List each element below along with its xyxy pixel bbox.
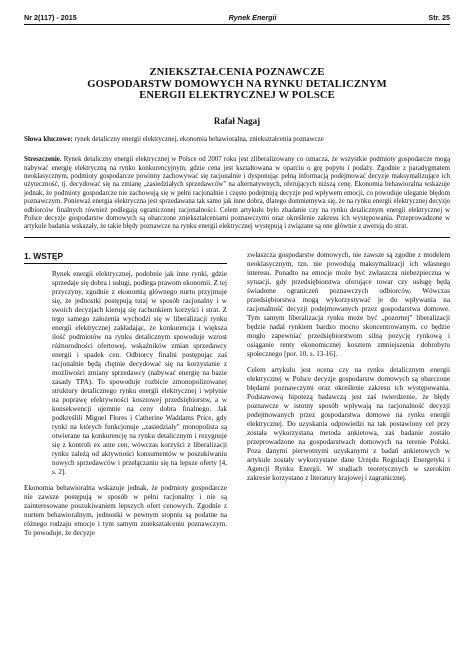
title-line-1: ZNIEKSZTAŁCENIA POZNAWCZE xyxy=(149,67,325,78)
abstract-divider xyxy=(24,237,450,238)
paragraph: Rynek energii elektrycznej, podobnie jak inne rynki, gdzie sprzedaje się dobra i usługi, podlega prawom ekonomii. Z tej przyczyny, zgodnie z ekonomią głównego nurtu przyjmuje się, że jednostki postępują tutaj w sposób racjonalny i w swoich decyzjach kierują się rachunkiem korzyści i strat. Z tego samego założenia wychodzi się w liberalizacji rynku energii elektrycznej zakładając, że konkurencja i większa ilość podmiotów na rynku detalicznym spowoduje wzrost różnorodności ofertowej, wskaźników zmian sprzedawcy energii i spadek cen. Odbiorcy finalni postępując zaś racjonalnie będą chętnie decydować się na korzystanie z możliwości zmiany sprzedawcy (nabywać energię na bazie zasady TPA). To spowoduje rozbicie zmonopolizowanej struktury detalicznego rynku energii elektrycznej i wpłynie na poprawę efektywności kosztowej przedsiębiorstw, a w konsekwencji ujemnie na ceny dobra finalnego. Jak podkreślili Miguel Flores i Catherine Waddams Price, gdy rynki na których funkcjonuje „zasiedziały" monopolista są otwierane na konkurencję na rynku detalicznym i rezygnuje się z kontroli ex ante cen, wówczas korzyści z liberalizacji rynku zależą od aktywności konsumentów w poszukiwaniu nowych sprzedawców i przełączaniu się na lepsze oferty [4, s. 2]. xyxy=(52,269,227,476)
paper-title xyxy=(24,67,450,102)
keywords-text: rynek detaliczny energii elektrycznej, ekonomia behawioralna, zniekształcenia poznawcze xyxy=(74,135,324,143)
left-column xyxy=(24,251,227,538)
keywords xyxy=(24,136,450,144)
right-column xyxy=(247,251,450,538)
issue-number: Nr 2(117) - 2015 xyxy=(24,13,77,22)
running-header xyxy=(24,0,450,25)
paragraph: zwłaszcza gospodarstw domowych, nie zawsze są zgodne z modelem neoklasycznym, tzn. nie powodują maksymalizacji ich własnego interesu. Ponadto na emocje może być zwłaszcza niebezpieczna w sytuacji, gdy przedsiębiorstwa oferujące towar czy usługę będą świadome ograniczeń poznawczych odbiorców. Wówczas przedsiębiorstwa mogą wykorzystywać je do wpływania na racjonalność decyzji podejmowanych przez gospodarstwa domowe. Tym samym liberalizacja rynku może być „pozornej" liberalizacji będzie nadal rynkiem bardzo mocno skoncentrowanym, co będzie mogło zapewniać przedsiębiorstwom silną pozycję rynkową i osiąganie renty ekonomicznej kosztem zmniejszenia dobrobytu społecznego [por. 10, s. 13-16]. xyxy=(247,250,450,358)
abstract-text: Rynek detaliczny energii elektrycznej w Polsce od 2007 roku jest zliberalizowany co oznacza, że wszystkie podmioty gospodarcze mogą nabywać energię elektryczną na rynku konkurencyjnym, gdzie cena jest kształtowana w oparciu o grę popytu i podaży. Zgodnie z paradygmatem neoklasycznym, podmioty gospodarcze powinny zachowywać się racjonalnie i dysponując pełną informacją podejmować decyzje maksymalizujące ich użyteczność, tj. decydować się na zmianę „zasiedziałych sprzedawców" na alternatywnych, oferujących niższą cenę. Ekonomia behawioralna wskazuje jednak, że podmioty gospodarcze nie zachowują się w pełni racjonalnie i często podejmują decyzje pod wpływem emocji, co powoduje uleganie błędom poznawczym. Ponieważ energia elektryczna jest sprzedawana tak samo jak inne dobra, dlatego domniemywa się, że na rynku energii elektrycznej decyzje odbiorców finalnych również podlegają ograniczonej racjonalności. Celem artykułu było zbadanie czy na rynku detalicznym energii elektrycznej w Polsce decyzje gospodarstw domowych są obarczone zniekształceniami poznawczymi oraz określenie zakresu ich występowania. Przeprowadzone w artykule badania wskazały, że takie błędy poznawcze na rynku energii elektrycznej występują i związane są one głównie z awersją do strat. xyxy=(24,156,450,231)
section-heading: 1. WSTĘP xyxy=(24,251,227,264)
body-columns xyxy=(24,251,450,538)
title-line-3: ENERGII ELEKTRYCZNEJ W POLSCE xyxy=(139,90,335,102)
journal-name: Rynek Energii xyxy=(228,13,277,22)
page-number: Str. 25 xyxy=(428,13,450,22)
author-name: Rafał Nagaj xyxy=(213,115,261,126)
paragraph: Ekonomia behawioralna wskazuje jednak, że podmioty gospodarcze nie zawsze postępują w sposób w pełni racjonalny i nie są zainteresowane poszukiwaniem lepszych ofert cenowych. Zgodnie z nurtem behawioralnym, jednostki w pewnym stopniu są podatne na różnego rodzaju emocje i tym samym zniekształceniu poznawczym. To powoduje, że decyzje xyxy=(24,483,227,537)
keywords-label: Słowa kluczowe: xyxy=(24,135,73,143)
title-line-2: GOSPODARSTW DOMOWYCH NA RYNKU DETALICZNYM xyxy=(87,78,387,90)
paragraph: Celem artykułu jest ocena czy na rynku detalicznym energii elektrycznej w Polsce decyzje gospodarstw domowych są obarczone błędami poznawczymi oraz określenie zakresu ich występowania. Podstawową hipotezą badawczą jest zaś twierdzenie, że błędy poznawcze w istotny sposób wpływają na racjonalność decyzji podejmowanych przez gospodarstwa domowe na rynku energii elektrycznej. Do uzyskania odpowiedzi na tak postawiony cel przy została wykorzystana metoda ankietowa, zaś badanie zostało przeprowadzone na gospodarstwach domowych na terenie Polski. Poza danymi pierwotnymi uzyskanymi z badań ankietowych w artykule zostały wykorzystane dane Urzędu Regulacji Energetyki i Agencji Rynku Energii. W studiach teoretycznych w szerokim zakresie korzystano z literatury krajowej i zagranicznej. xyxy=(247,365,450,482)
abstract xyxy=(24,156,450,232)
abstract-label: Streszczenie. xyxy=(24,156,62,164)
